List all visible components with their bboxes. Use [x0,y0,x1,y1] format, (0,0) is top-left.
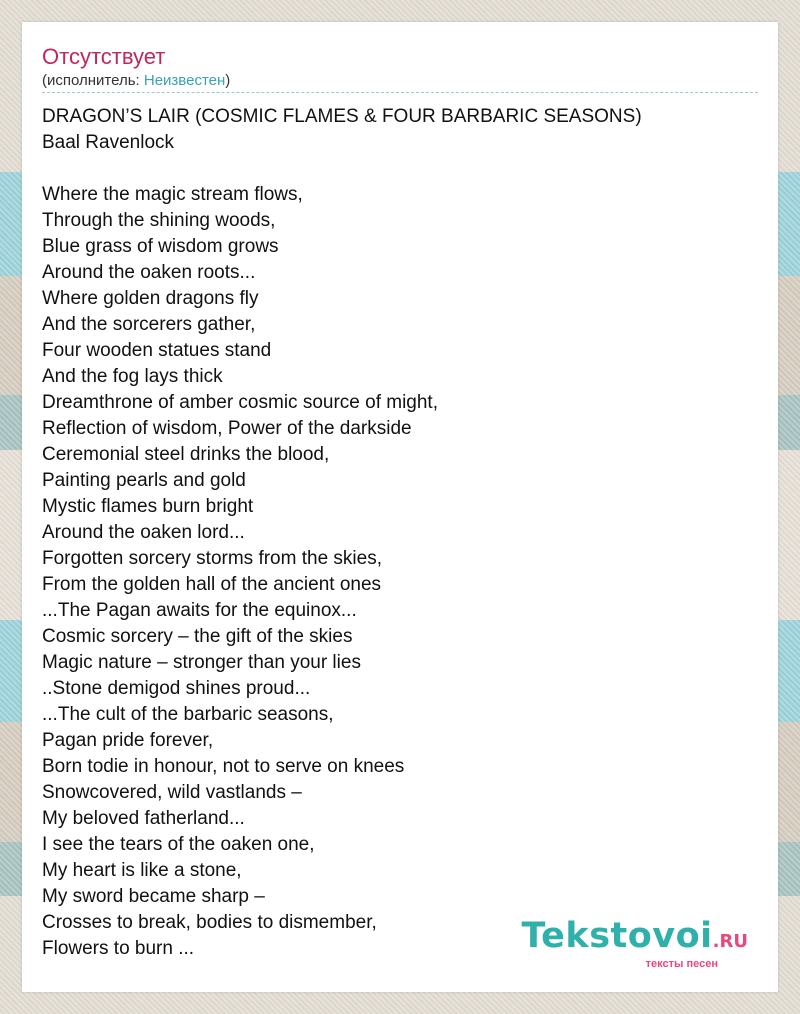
lyric-line: Pagan pride forever, [42,730,214,751]
lyric-line: Mystic flames burn bright [42,496,254,517]
logo-wordmark [521,918,748,960]
lyric-line: Magic nature – stronger than your lies [42,652,361,673]
performer-suffix: ) [225,72,231,89]
lyric-line: Crosses to break, bodies to dismember, [42,912,377,933]
logo-tagline: тексты песен [645,958,718,970]
lyric-line: Around the oaken roots... [42,262,256,283]
performer-link[interactable]: Неизвестен [143,72,226,89]
lyric-line: And the sorcerers gather, [42,314,256,335]
lyric-line: ...The cult of the barbaric seasons, [42,704,334,725]
lyric-line: From the golden hall of the ancient ones [42,574,382,595]
header [42,44,758,93]
lyric-line: ...The Pagan awaits for the equinox... [42,600,357,621]
song-author: Baal Ravenlock [42,132,175,153]
lyric-line: My heart is like a stone, [42,860,242,881]
lyrics [42,182,758,962]
lyric-line: My sword became sharp – [42,886,265,907]
lyric-line: Around the oaken lord... [42,522,245,543]
performer-prefix: (исполнитель: [42,72,144,89]
lyric-line: I see the tears of the oaken one, [42,834,315,855]
lyric-line: Through the shining woods, [42,210,276,231]
lyric-line: Ceremonial steel drinks the blood, [42,444,330,465]
performer-line [42,71,758,93]
lyrics-card [22,22,778,992]
lyric-line: Blue grass of wisdom grows [42,236,279,257]
lyric-line: ..Stone demigod shines proud... [42,678,311,699]
song-title: DRAGON’S LAIR (COSMIC FLAMES & FOUR BARBARIC SEASONS) [42,106,642,127]
lyric-line: Snowcovered, wild vastlands – [42,782,302,803]
logo-name: Tekstovoi [521,916,713,956]
lyric-line: Where golden dragons fly [42,288,259,309]
lyric-line: Four wooden statues stand [42,340,272,361]
lyric-line: Flowers to burn ... [42,938,195,959]
lyric-line: Where the magic stream flows, [42,184,303,205]
lyric-line: And the fog lays thick [42,366,223,387]
lyric-line: Dreamthrone of amber cosmic source of might, [42,392,438,413]
lyric-line: My beloved fatherland... [42,808,245,829]
lyric-line: Painting pearls and gold [42,470,246,491]
song-block [42,104,758,962]
site-logo[interactable] [521,918,748,970]
lyric-line: Born todie in honour, not to serve on knees [42,756,405,777]
artist-name[interactable]: Отсутствует [42,44,166,69]
lyric-line: Forgotten sorcery storms from the skies, [42,548,382,569]
logo-tld: .RU [712,931,748,952]
lyric-line: Cosmic sorcery – the gift of the skies [42,626,353,647]
lyric-line: Reflection of wisdom, Power of the darkside [42,418,412,439]
